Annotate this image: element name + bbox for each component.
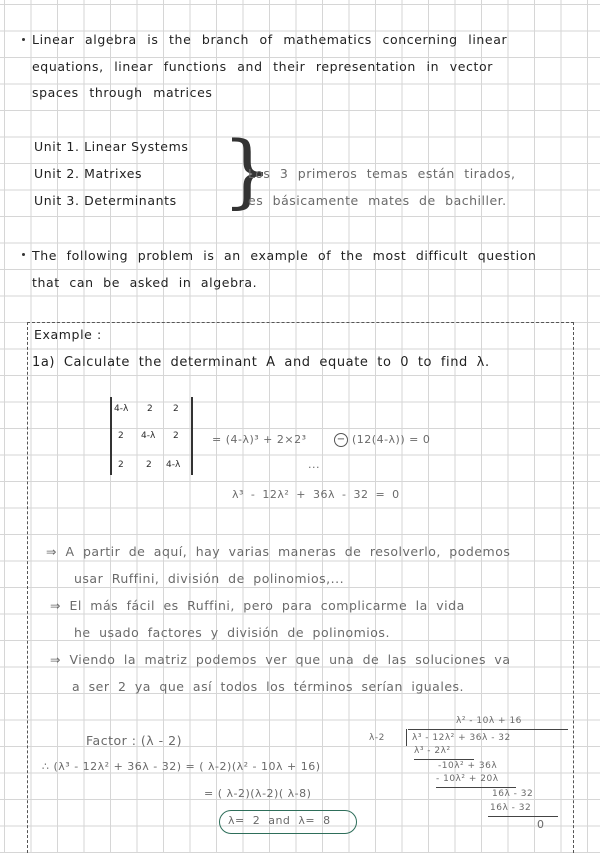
matrix-cell: 2 bbox=[147, 404, 153, 414]
matrix-cell: 2 bbox=[146, 460, 152, 470]
division-step-1: λ³ - 2λ² bbox=[414, 746, 451, 756]
bullet-dot bbox=[22, 38, 25, 41]
factor-label: Factor : (λ - 2) bbox=[86, 733, 182, 748]
units-brace: } bbox=[222, 124, 273, 217]
problem-intro-line-2: that can be asked in algebra. bbox=[32, 275, 258, 290]
division-divisor: λ-2 bbox=[369, 733, 385, 743]
division-quotient: λ² - 10λ + 16 bbox=[456, 716, 522, 726]
division-remainder: 0 bbox=[537, 818, 545, 831]
matrix-cell: 2 bbox=[118, 460, 124, 470]
bullet-dot bbox=[22, 253, 25, 256]
determinant-expansion-left: = (4-λ)³ + 2×2³ bbox=[212, 433, 307, 446]
note-2-line-2: he usado factores y división de polinomios. bbox=[74, 625, 390, 640]
unit-3-label: Unit 3. Determinants bbox=[34, 193, 177, 208]
intro-line-2: equations, linear functions and their representation in vector bbox=[32, 59, 493, 74]
example-task: 1a) Calculate the determinant A and equate to 0 to find λ. bbox=[32, 355, 490, 370]
note-3-line-1: ⇒ Viendo la matriz podemos ver que una de las soluciones va bbox=[50, 652, 511, 667]
note-1-line-1: ⇒ A partir de aquí, hay varias maneras de resolverlo, podemos bbox=[46, 544, 511, 559]
matrix-cell: 4-λ bbox=[166, 460, 181, 470]
determinant-expansion-right: (12(4-λ)) = 0 bbox=[352, 433, 431, 446]
division-line bbox=[436, 787, 516, 788]
note-2-line-1: ⇒ El más fácil es Ruffini, pero para complicarme la vida bbox=[50, 598, 465, 613]
division-step-2: -10λ² + 36λ bbox=[438, 761, 498, 771]
division-dividend: λ³ - 12λ² + 36λ - 32 bbox=[412, 733, 511, 743]
unit-2-label: Unit 2. Matrixes bbox=[34, 166, 143, 181]
matrix-cell: 2 bbox=[118, 431, 124, 441]
units-note-line-1: Los 3 primeros temas están tirados, bbox=[248, 166, 516, 181]
matrix-cell: 4-λ bbox=[114, 404, 129, 414]
intro-line-3: spaces through matrices bbox=[32, 85, 213, 100]
matrix-cell: 2 bbox=[173, 404, 179, 414]
expansion-ellipsis: ... bbox=[308, 458, 320, 471]
circled-minus-icon: − bbox=[334, 433, 348, 447]
matrix-cell: 4-λ bbox=[141, 431, 156, 441]
problem-intro-line-1: The following problem is an example of the most difficult question bbox=[32, 248, 537, 263]
intro-line-1: Linear algebra is the branch of mathematics concerning linear bbox=[32, 32, 508, 47]
note-3-line-2: a ser 2 ya que así todos los términos serían iguales. bbox=[72, 679, 464, 694]
division-step-3: - 10λ² + 20λ bbox=[436, 774, 499, 784]
matrix-left-bar bbox=[110, 397, 112, 475]
division-line bbox=[488, 816, 558, 817]
division-step-5: 16λ - 32 bbox=[490, 803, 532, 813]
matrix-cell: 2 bbox=[173, 431, 179, 441]
solution-text: λ= 2 and λ= 8 bbox=[228, 814, 331, 827]
factor-line-1: ∴ (λ³ - 12λ² + 36λ - 32) = ( λ-2)(λ² - 10λ + 16) bbox=[42, 760, 321, 773]
note-1-line-2: usar Ruffini, división de polinomios,... bbox=[74, 571, 345, 586]
unit-1-label: Unit 1. Linear Systems bbox=[34, 139, 189, 154]
characteristic-polynomial: λ³ - 12λ² + 36λ - 32 = 0 bbox=[232, 488, 400, 501]
example-header: Example : bbox=[34, 327, 102, 342]
division-step-4: 16λ - 32 bbox=[492, 789, 534, 799]
factor-line-2: = ( λ-2)(λ-2)( λ-8) bbox=[204, 787, 312, 800]
division-bar bbox=[406, 729, 407, 746]
division-top-line bbox=[408, 729, 568, 730]
division-line bbox=[414, 759, 474, 760]
matrix-right-bar bbox=[191, 397, 193, 475]
units-note-line-2: es básicamente mates de bachiller. bbox=[248, 193, 507, 208]
